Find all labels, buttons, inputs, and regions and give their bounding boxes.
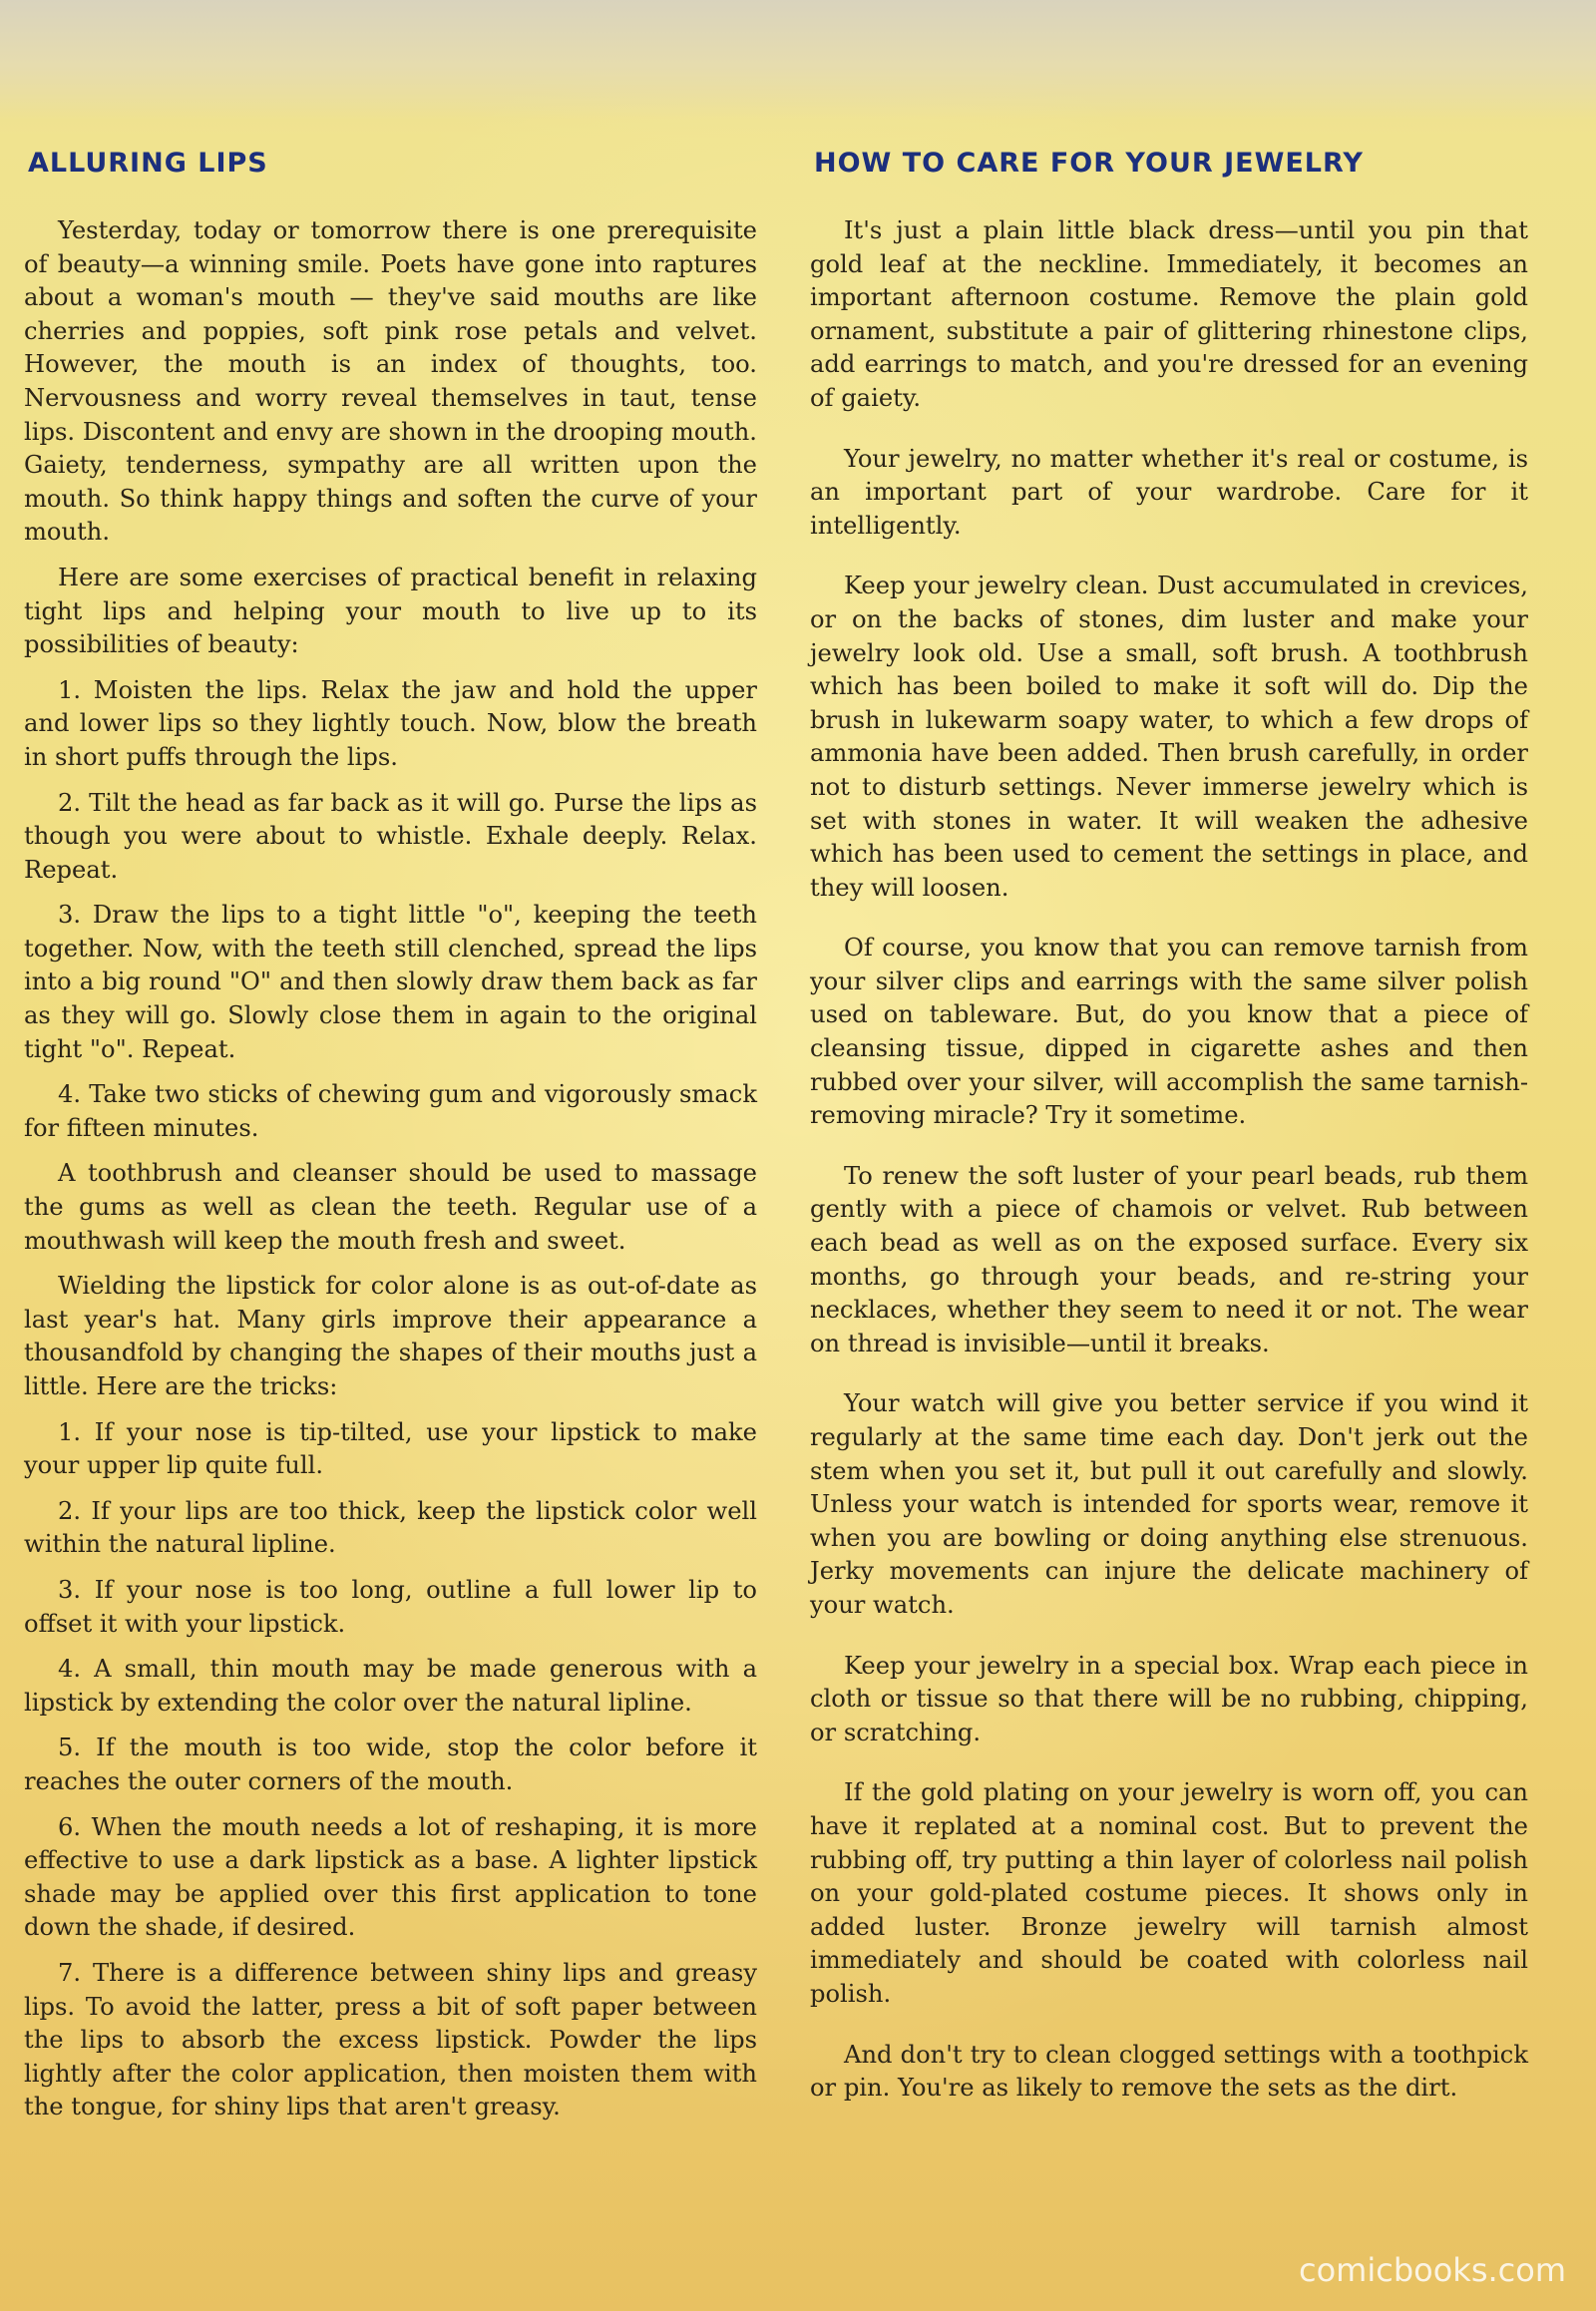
left-paragraph: Wielding the lipstick for color alone is as out-of-date as last year's hat. Many girls improve their appearance a thousandfold by changing the shapes of their mouths just a little. Here are the tricks:: [24, 1272, 757, 1400]
left-paragraph: Here are some exercises of practical benefit in relaxing tight lips and helping your mouth to live up to its possibilities of beauty:: [24, 563, 757, 659]
left-paragraph: Yesterday, today or tomorrow there is one prerequisite of beauty—a winning smile. Poets have gone into raptures about a woman's mouth — they've said mouths are like cherries and poppies, soft pink rose petals and velvet. However, the mouth is an index of thoughts, too. Nervousness and worry reveal themselves in taut, tense lips. Discontent and envy are shown in the drooping mouth. Gaiety, tenderness, sympathy are all written upon the mouth. So think happy things and soften the curve of your mouth.: [24, 216, 757, 547]
left-column-heading: ALLURING LIPS: [28, 148, 268, 179]
right-column: [810, 140, 1528, 2132]
site-watermark: comicbooks.com: [1298, 2251, 1566, 2289]
left-paragraph: 4. A small, thin mouth may be made generous with a lipstick by extending the color over the natural lipline.: [24, 1655, 757, 1717]
left-column: [24, 140, 757, 2136]
left-paragraph: 5. If the mouth is too wide, stop the color before it reaches the outer corners of the mouth.: [24, 1733, 757, 1795]
right-paragraph: To renew the soft luster of your pearl beads, rub them gently with a piece of chamois or velvet. Rub between each bead as well as on the exposed surface. Every six months, go through your beads, and re-string your necklaces, whether they seem to need it or not. The wear on thread is invisible—until it breaks.: [810, 1161, 1528, 1357]
left-paragraph: A toothbrush and cleanser should be used to massage the gums as well as clean the teeth. Regular use of a mouthwash will keep the mouth fresh and sweet.: [24, 1159, 757, 1255]
left-paragraph: 7. There is a difference between shiny lips and greasy lips. To avoid the latter, press a bit of soft paper between the lips to absorb the excess lipstick. Powder the lips lightly after the color application, then moisten them with the tongue, for shiny lips that aren't greasy.: [24, 1958, 757, 2121]
right-column-heading: HOW TO CARE FOR YOUR JEWELRY: [814, 148, 1364, 179]
right-paragraph: If the gold plating on your jewelry is worn off, you can have it replated at a nominal cost. But to prevent the rubbing off, try putting a thin layer of colorless nail polish on your gold-plated costume pieces. It shows only in added luster. Bronze jewelry will tarnish almost immediately and should be coated with colorless nail polish.: [810, 1778, 1528, 2008]
left-paragraph: 2. Tilt the head as far back as it will go. Purse the lips as though you were about to whistle. Exhale deeply. Relax. Repeat.: [24, 788, 757, 884]
right-paragraph: It's just a plain little black dress—until you pin that gold leaf at the neckline. Immediately, it becomes an important afternoon costume. Remove the plain gold ornament, substitute a pair of glittering rhinestone clips, add earrings to match, and you're dressed for an evening of gaiety.: [810, 216, 1528, 412]
left-paragraph: 1. If your nose is tip-tilted, use your lipstick to make your upper lip quite full.: [24, 1417, 757, 1480]
right-paragraph: Your watch will give you better service if you wind it regularly at the same time each day. Don't jerk out the stem when you set it, but pull it out carefully and slowly. Unless your watch is intended for sports wear, remove it when you are bowling or doing anything else strenuous. Jerky movements can injure the delicate machinery of your watch.: [810, 1389, 1528, 1619]
left-paragraph: 3. Draw the lips to a tight little "o", keeping the teeth together. Now, with the teeth still clenched, spread the lips into a big round "O" and then slowly draw them back as far as they will go. Slowly close them in again to the original tight "o". Repeat.: [24, 901, 757, 1063]
left-paragraph: 1. Moisten the lips. Relax the jaw and hold the upper and lower lips so they lightly touch. Now, blow the breath in short puffs through the lips.: [24, 675, 757, 771]
left-paragraph: 3. If your nose is too long, outline a full lower lip to offset it with your lipstick.: [24, 1575, 757, 1638]
left-paragraph: 2. If your lips are too thick, keep the lipstick color well within the natural lipline.: [24, 1496, 757, 1559]
page-top-edge: [0, 0, 1596, 120]
right-paragraph: Your jewelry, no matter whether it's real or costume, is an important part of your wardrobe. Care for it intelligently.: [810, 444, 1528, 540]
right-paragraph: Of course, you know that you can remove tarnish from your silver clips and earrings with the same silver polish used on tableware. But, do you know that a piece of cleansing tissue, dipped in cigarette ashes and then rubbed over your silver, will accomplish the same tarnish-removing miracle? Try it sometime.: [810, 934, 1528, 1130]
right-paragraph: Keep your jewelry clean. Dust accumulated in crevices, or on the backs of stones, dim luster and make your jewelry look old. Use a small, soft brush. A toothbrush which has been boiled to make it soft will do. Dip the brush in lukewarm soapy water, to which a few drops of ammonia have been added. Then brush carefully, in order not to disturb settings. Never immerse jewelry which is set with stones in water. It will weaken the adhesive which has been used to cement the settings in place, and they will loosen.: [810, 572, 1528, 902]
right-paragraph: And don't try to clean clogged settings with a toothpick or pin. You're as likely to remove the sets as the dirt.: [810, 2040, 1528, 2103]
left-paragraph: 4. Take two sticks of chewing gum and vigorously smack for fifteen minutes.: [24, 1080, 757, 1142]
left-paragraph: 6. When the mouth needs a lot of reshaping, it is more effective to use a dark lipstick as a base. A lighter lipstick shade may be applied over this first application to tone down the shade, if desired.: [24, 1812, 757, 1942]
right-paragraph: Keep your jewelry in a special box. Wrap each piece in cloth or tissue so that there will be no rubbing, chipping, or scratching.: [810, 1651, 1528, 1746]
